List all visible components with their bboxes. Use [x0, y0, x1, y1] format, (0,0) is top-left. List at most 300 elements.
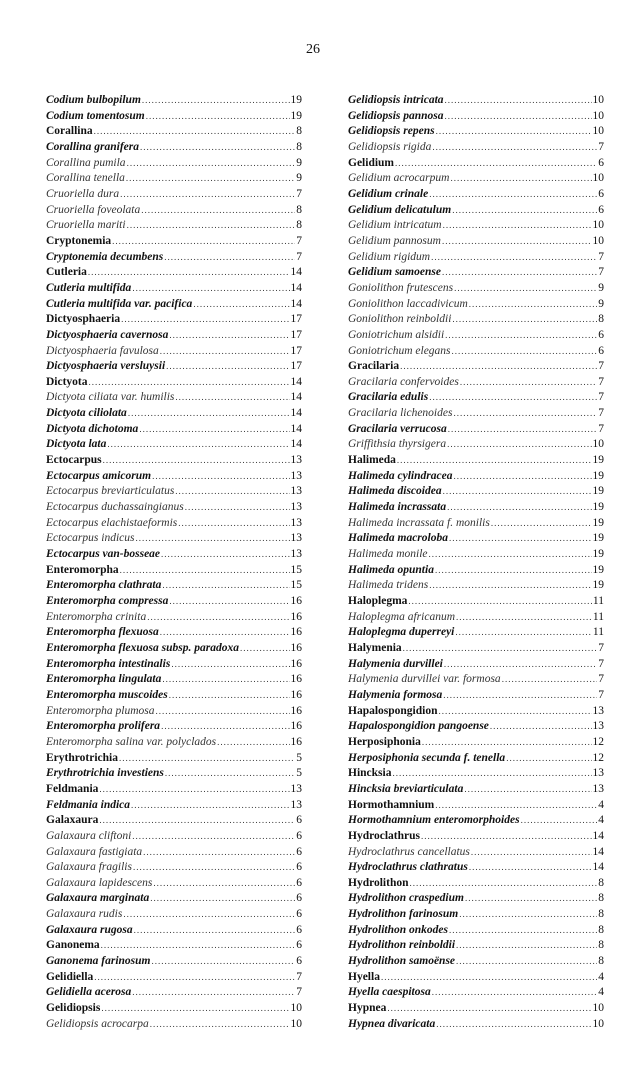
- taxon-name: Hydroclathrus clathratus: [348, 861, 468, 874]
- taxon-name: Haloplegma duperreyi: [348, 626, 455, 639]
- index-entry: [46, 375, 302, 391]
- index-entry: [46, 531, 302, 547]
- page-reference: 8: [296, 125, 302, 138]
- index-entry: [46, 845, 302, 861]
- taxon-name: Gelidium crinale: [348, 187, 429, 200]
- page-reference: 7: [598, 407, 604, 420]
- taxon-name: Cruoriella foveolata: [46, 203, 141, 216]
- taxon-name: Galaxaura rugosa: [46, 923, 133, 936]
- dot-leader: [166, 359, 289, 375]
- page-reference: 13: [592, 767, 604, 780]
- index-entry: [46, 171, 302, 187]
- taxon-name: Enteromorpha lingulata: [46, 673, 162, 686]
- dot-leader: [431, 250, 597, 266]
- dot-leader: [464, 782, 591, 798]
- taxon-name: Feldmania: [46, 782, 99, 795]
- taxon-name: Goniotrichum elegans: [348, 344, 451, 357]
- dot-leader: [101, 938, 296, 954]
- dot-leader: [449, 923, 597, 939]
- page-reference: 8: [296, 203, 302, 216]
- dot-leader: [435, 798, 597, 814]
- index-entry: [348, 344, 604, 360]
- dot-leader: [429, 578, 591, 594]
- taxon-name: Hincksia: [348, 767, 392, 780]
- taxon-name: Enteromorpha clathrata: [46, 579, 162, 592]
- taxon-name: Haloplegma africanum: [348, 610, 456, 623]
- page-reference: 11: [592, 595, 604, 607]
- dot-leader: [447, 500, 591, 516]
- page-reference: 6: [296, 923, 302, 936]
- dot-leader: [152, 469, 289, 485]
- taxon-name: Gelidiopsis repens: [348, 125, 435, 138]
- page-reference: 16: [290, 626, 302, 639]
- taxon-name: Gracilaria: [348, 360, 400, 373]
- index-entry: [46, 109, 302, 125]
- taxon-name: Halimeda cylindracea: [348, 469, 453, 482]
- dot-leader: [453, 406, 597, 422]
- index-entry: [348, 751, 604, 767]
- index-entry: [348, 735, 604, 751]
- index-entry: [46, 406, 302, 422]
- page-reference: 17: [290, 313, 302, 326]
- page-reference: 6: [598, 328, 604, 341]
- index-entry: [46, 657, 302, 673]
- taxon-name: Feldmania indica: [46, 798, 131, 811]
- index-entry: [46, 1017, 302, 1033]
- dot-leader: [164, 250, 295, 266]
- taxon-name: Ectocarpus: [46, 454, 102, 467]
- index-entry: [348, 234, 604, 250]
- index-column-left: [46, 93, 302, 1032]
- page-reference: 10: [592, 94, 604, 106]
- page-reference: 9: [296, 156, 302, 169]
- index-entry: [348, 563, 604, 579]
- page-reference: 14: [290, 422, 302, 435]
- taxon-name: Gelidiopsis acrocarpa: [46, 1017, 149, 1030]
- taxon-name: Enteromorpha muscoides: [46, 688, 168, 701]
- page-reference: 10: [592, 219, 604, 232]
- page-reference: 10: [592, 234, 604, 247]
- taxon-name: Halimeda discoidea: [348, 485, 442, 498]
- taxon-name: Halimeda incrassata f. monilis: [348, 516, 490, 529]
- taxon-name: Galaxaura marginata: [46, 892, 150, 905]
- index-entry: [46, 829, 302, 845]
- index-entry: [348, 453, 604, 469]
- page-reference: 10: [592, 1002, 604, 1015]
- page-reference: 14: [592, 845, 604, 858]
- dot-leader: [139, 422, 289, 438]
- taxon-name: Halymenia: [348, 641, 402, 654]
- taxon-name: Ectocarpus breviarticulatus: [46, 485, 175, 498]
- dot-leader: [121, 312, 289, 328]
- page-reference: 8: [598, 955, 604, 968]
- taxon-name: Gelidium rigidum: [348, 250, 431, 263]
- index-entry: [46, 500, 302, 516]
- dot-leader: [449, 531, 592, 547]
- page-reference: 7: [296, 986, 302, 999]
- index-entry: [348, 328, 604, 344]
- index-entry: [46, 735, 302, 751]
- taxon-name: Gelidium intricatum: [348, 219, 442, 232]
- page-reference: 6: [296, 908, 302, 921]
- index-entry: [46, 453, 302, 469]
- dot-leader: [443, 484, 592, 500]
- dot-leader: [162, 578, 289, 594]
- dot-leader: [161, 547, 289, 563]
- page-reference: 10: [592, 438, 604, 451]
- index-entry: [46, 625, 302, 641]
- index-entry: [348, 187, 604, 203]
- index-entry: [348, 845, 604, 861]
- dot-leader: [151, 954, 295, 970]
- index-entry: [348, 766, 604, 782]
- page-reference: 7: [296, 250, 302, 263]
- page-reference: 13: [592, 704, 604, 717]
- dot-leader: [135, 531, 289, 547]
- dot-leader: [161, 719, 289, 735]
- index-entry: [46, 437, 302, 453]
- dot-leader: [447, 437, 591, 453]
- page-reference: 14: [290, 281, 302, 294]
- taxon-name: Gelidium pannosum: [348, 234, 441, 247]
- page-reference: 15: [290, 579, 302, 592]
- page-reference: 13: [290, 485, 302, 498]
- taxon-name: Enteromorpha intestinalis: [46, 657, 171, 670]
- taxon-name: Enteromorpha salina var. polyclados: [46, 735, 217, 748]
- taxon-name: Hypnea: [348, 1002, 387, 1015]
- page-reference: 6: [598, 156, 604, 169]
- index-entry: [348, 547, 604, 563]
- dot-leader: [143, 845, 295, 861]
- taxon-name: Hincksia breviarticulata: [348, 782, 464, 795]
- index-entry: [46, 187, 302, 203]
- dot-leader: [175, 390, 289, 406]
- page-reference: 16: [290, 641, 302, 654]
- dot-leader: [185, 500, 290, 516]
- page-reference: 11: [592, 626, 604, 639]
- index-entry: [348, 124, 604, 140]
- taxon-name: Herposiphonia: [348, 735, 421, 748]
- index-entry: [348, 719, 604, 735]
- dot-leader: [456, 938, 597, 954]
- index-entry: [348, 140, 604, 156]
- index-entry: [46, 250, 302, 266]
- taxon-name: Enteromorpha compressa: [46, 595, 169, 607]
- page-reference: 7: [598, 673, 604, 686]
- dot-leader: [112, 234, 295, 250]
- index-entry: [46, 218, 302, 234]
- dot-leader: [240, 641, 290, 657]
- dot-leader: [142, 93, 290, 109]
- index-entry: [348, 312, 604, 328]
- taxon-name: Dictyosphaeria favulosa: [46, 344, 159, 357]
- page-reference: 7: [598, 266, 604, 279]
- index-entry: [348, 500, 604, 516]
- index-entry: [348, 484, 604, 500]
- page-reference: 6: [598, 344, 604, 357]
- page-reference: 13: [290, 548, 302, 561]
- dot-leader: [175, 484, 289, 500]
- page-reference: 16: [290, 657, 302, 670]
- dot-leader: [469, 860, 592, 876]
- dot-leader: [491, 516, 592, 532]
- index-entry: [46, 328, 302, 344]
- index-entry: [348, 218, 604, 234]
- index-entry: [348, 782, 604, 798]
- taxon-name: Ganonema farinosum: [46, 955, 151, 968]
- index-entry: [46, 672, 302, 688]
- index-entry: [46, 970, 302, 986]
- page-reference: 7: [296, 234, 302, 247]
- page-reference: 10: [290, 1017, 302, 1030]
- taxon-name: Hydroclathrus: [348, 829, 420, 842]
- dot-leader: [453, 469, 591, 485]
- taxon-name: Gelidium samoense: [348, 266, 441, 279]
- taxon-name: Corallina: [46, 125, 93, 138]
- index-entry: [348, 93, 604, 109]
- index-entry: [348, 813, 604, 829]
- dot-leader: [408, 594, 592, 610]
- dot-leader: [442, 265, 597, 281]
- page-reference: 6: [296, 845, 302, 858]
- taxon-name: Galaxaura rudis: [46, 908, 123, 921]
- index-entry: [46, 140, 302, 156]
- dot-leader: [132, 829, 295, 845]
- page-reference: 16: [290, 735, 302, 748]
- page-reference: 14: [592, 861, 604, 874]
- taxon-name: Galaxaura fragilis: [46, 861, 132, 874]
- taxon-name: Dictyosphaeria: [46, 313, 121, 326]
- dot-leader: [162, 672, 289, 688]
- dot-leader: [397, 453, 592, 469]
- index-entry: [348, 829, 604, 845]
- page-reference: 19: [290, 94, 302, 106]
- index-entry: [46, 390, 302, 406]
- taxon-name: Corallina pumila: [46, 156, 126, 169]
- dot-leader: [94, 124, 296, 140]
- dot-leader: [452, 344, 598, 360]
- page-reference: 19: [290, 109, 302, 122]
- dot-leader: [89, 375, 290, 391]
- dot-leader: [490, 719, 592, 735]
- index-entry: [348, 390, 604, 406]
- taxon-name: Hydrolithon farinosum: [348, 908, 459, 921]
- index-entry: [348, 516, 604, 532]
- taxon-name: Ectocarpus indicus: [46, 532, 135, 545]
- page-reference: 14: [290, 391, 302, 404]
- taxon-name: Corallina granifera: [46, 140, 139, 153]
- taxon-name: Enteromorpha prolifera: [46, 720, 161, 733]
- dot-leader: [217, 735, 289, 751]
- dot-leader: [421, 829, 592, 845]
- taxon-name: Hapalospongidion pangoense: [348, 720, 489, 733]
- page-reference: 19: [592, 469, 604, 482]
- index-entry: [46, 156, 302, 172]
- dot-leader: [127, 156, 296, 172]
- dot-leader: [400, 359, 597, 375]
- index-entry: [46, 281, 302, 297]
- taxon-name: Gelidiopsis: [46, 1002, 101, 1015]
- dot-leader: [153, 876, 295, 892]
- taxon-name: Goniolithon reinboldii: [348, 313, 452, 326]
- dot-leader: [107, 437, 289, 453]
- page-reference: 8: [598, 923, 604, 936]
- index-entry: [348, 265, 604, 281]
- index-entry: [348, 985, 604, 1001]
- dot-leader: [454, 281, 597, 297]
- taxon-name: Halimeda: [348, 454, 396, 467]
- index-entry: [348, 954, 604, 970]
- page-reference: 7: [598, 657, 604, 670]
- index-entry: [348, 907, 604, 923]
- index-entry: [348, 469, 604, 485]
- dot-leader: [432, 140, 597, 156]
- index-entry: [46, 985, 302, 1001]
- page-reference: 16: [290, 704, 302, 717]
- taxon-name: Hypnea divaricata: [348, 1017, 436, 1030]
- dot-leader: [165, 766, 295, 782]
- page-reference: 6: [598, 187, 604, 200]
- taxon-name: Halimeda tridens: [348, 579, 429, 592]
- page-reference: 10: [592, 109, 604, 122]
- page-reference: 6: [598, 203, 604, 216]
- page-reference: 4: [598, 814, 604, 827]
- index-entry: [46, 876, 302, 892]
- taxon-name: Hydrolithon samoënse: [348, 955, 456, 968]
- taxon-name: Herposiphonia secunda f. tenella: [348, 751, 506, 764]
- page-reference: 5: [296, 767, 302, 780]
- taxon-name: Haloplegma: [348, 595, 408, 607]
- page-reference: 13: [290, 782, 302, 795]
- index-entry: [46, 547, 302, 563]
- index-entry: [348, 1017, 604, 1033]
- dot-leader: [169, 594, 289, 610]
- page-reference: 13: [290, 516, 302, 529]
- page-reference: 5: [296, 751, 302, 764]
- index-entry: [348, 109, 604, 125]
- page-reference: 11: [592, 610, 604, 623]
- page-reference: 6: [296, 814, 302, 827]
- page-reference: 6: [296, 955, 302, 968]
- page-reference: 19: [592, 516, 604, 529]
- taxon-name: Dictyosphaeria cavernosa: [46, 328, 169, 341]
- index-entry: [46, 594, 302, 610]
- dot-leader: [123, 907, 295, 923]
- index-entry: [348, 422, 604, 438]
- page-reference: 14: [290, 266, 302, 279]
- dot-leader: [395, 156, 597, 172]
- index-entry: [348, 891, 604, 907]
- index-entry: [348, 297, 604, 313]
- dot-leader: [134, 923, 296, 939]
- page-reference: 8: [296, 219, 302, 232]
- taxon-name: Goniolithon frutescens: [348, 281, 454, 294]
- dot-leader: [442, 234, 592, 250]
- page-reference: 13: [592, 782, 604, 795]
- taxon-name: Dictyota: [46, 375, 88, 388]
- index-entry: [46, 610, 302, 626]
- taxon-name: Hormothamnium enteromorphoides: [348, 814, 520, 827]
- dot-leader: [392, 766, 591, 782]
- dot-leader: [445, 328, 597, 344]
- taxon-name: Cutleria: [46, 266, 87, 279]
- taxon-name: Dictyosphaeria versluysii: [46, 360, 166, 373]
- page-reference: 4: [598, 986, 604, 999]
- index-entry: [348, 578, 604, 594]
- dot-leader: [160, 344, 290, 360]
- dot-leader: [381, 970, 597, 986]
- dot-leader: [445, 93, 592, 109]
- page-reference: 8: [598, 313, 604, 326]
- dot-leader: [459, 907, 597, 923]
- dot-leader: [146, 109, 290, 125]
- taxon-name: Codium tomentosum: [46, 109, 145, 122]
- dot-leader: [150, 891, 295, 907]
- index-entry: [348, 250, 604, 266]
- taxon-name: Halimeda incrassata: [348, 501, 447, 514]
- taxon-name: Goniolithon laccadivicum: [348, 297, 468, 310]
- taxon-name: Enteromorpha crinita: [46, 610, 147, 623]
- page-reference: 13: [290, 454, 302, 467]
- index-entry: [348, 437, 604, 453]
- dot-leader: [429, 390, 597, 406]
- dot-leader: [387, 1001, 591, 1017]
- page-reference: 14: [290, 375, 302, 388]
- dot-leader: [410, 876, 598, 892]
- dot-leader: [443, 688, 597, 704]
- dot-leader: [193, 297, 289, 313]
- dot-leader: [452, 203, 597, 219]
- page-reference: 14: [290, 438, 302, 451]
- index-entry: [46, 954, 302, 970]
- index-entry: [348, 281, 604, 297]
- index-entry: [46, 312, 302, 328]
- taxon-name: Gelidiella acerosa: [46, 986, 132, 999]
- taxon-name: Halimeda opuntia: [348, 563, 434, 576]
- page-reference: 4: [598, 798, 604, 811]
- page-reference: 16: [290, 688, 302, 701]
- dot-leader: [103, 453, 290, 469]
- taxon-name: Gelidium: [348, 156, 395, 169]
- taxon-name: Hydrolithon craspedium: [348, 892, 464, 905]
- page-reference: 14: [290, 407, 302, 420]
- taxon-name: Cryptonemia decumbens: [46, 250, 164, 263]
- taxon-name: Halymenia durvillei: [348, 657, 443, 670]
- taxon-name: Gelidiopsis pannosa: [348, 109, 444, 122]
- dot-leader: [133, 860, 295, 876]
- page-reference: 7: [296, 187, 302, 200]
- dot-leader: [471, 845, 592, 861]
- page-reference: 10: [592, 1017, 604, 1030]
- dot-leader: [99, 813, 295, 829]
- index-entry: [46, 203, 302, 219]
- dot-leader: [169, 328, 289, 344]
- dot-leader: [465, 891, 597, 907]
- dot-leader: [444, 657, 597, 673]
- dot-leader: [456, 954, 597, 970]
- taxon-name: Erythrotrichia investiens: [46, 767, 164, 780]
- taxon-name: Ectocarpus duchassaingianus: [46, 501, 184, 514]
- dot-leader: [435, 563, 592, 579]
- dot-leader: [88, 265, 290, 281]
- page-reference: 13: [290, 501, 302, 514]
- page-reference: 17: [290, 328, 302, 341]
- taxon-name: Cruoriella dura: [46, 187, 120, 200]
- dot-leader: [429, 187, 597, 203]
- page-reference: 7: [296, 970, 302, 983]
- index-entry: [46, 782, 302, 798]
- taxon-name: Enteromorpha flexuosa: [46, 626, 159, 639]
